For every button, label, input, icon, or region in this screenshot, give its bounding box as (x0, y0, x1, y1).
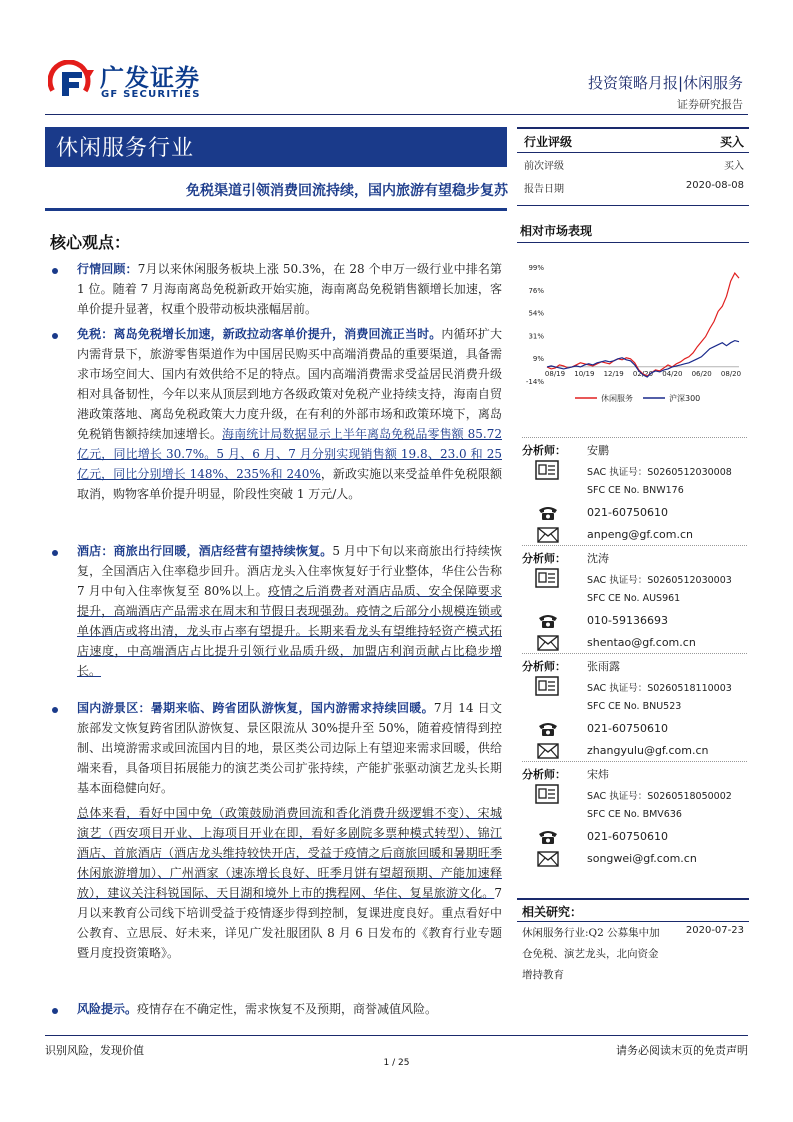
para-body: 7月 14 日文旅部发文恢复跨省团队游恢复、景区限流从 30%提升至 50%，随着疫情得到控制、出境游需求或回流国内目的地，景区类公司边际上有望迎来需求回暖，供给端来看，具备项目拓展能力的演艺类公司扩张持续，产能扩张驱动演艺龙头长期基本面稳健向好。 (77, 701, 502, 795)
page-title: 休闲服务行业 (56, 136, 195, 161)
footer-slogan: 识别风险，发现价值 (45, 1044, 144, 1057)
analyst-label: 分析师： (522, 444, 566, 457)
x-tick-label: 08/19 (544, 369, 566, 378)
bullet-icon (52, 550, 58, 556)
rating-value: 买入 (719, 135, 744, 149)
analyst-divider (522, 545, 747, 546)
para-heading: 行情回顾： (77, 262, 138, 276)
page-number: 1 / 25 (383, 1058, 410, 1068)
core-view-heading: 核心观点： (50, 233, 131, 252)
prev-rating-label: 前次评级 (524, 161, 564, 172)
para-body-tail: ，新政实施以来受益单件免税限额取消，购物客单价提升明显，阶段性突破 1 万元/人。 (77, 467, 502, 501)
y-tick-label: 99% (528, 264, 544, 272)
x-tick-label: 08/20 (720, 369, 742, 378)
related-item-line1[interactable]: 休闲服务行业:Q2 公募集中加 (522, 927, 660, 939)
x-tick-label: 02/20 (632, 369, 654, 378)
brand-name-en: GF SECURITIES (101, 89, 201, 100)
analyst-sfc: SFC CE No. BNU523 (587, 701, 682, 712)
analyst-label: 分析师： (522, 768, 566, 781)
email-icon (537, 527, 559, 543)
series-line (544, 273, 742, 378)
phone-icon (537, 721, 559, 737)
analyst-divider (522, 653, 747, 654)
analyst-label: 分析师： (522, 660, 566, 673)
analyst-sfc: SFC CE No. BMV636 (587, 809, 682, 820)
chart-series (544, 273, 742, 378)
legend-label: 休闲服务 (601, 394, 633, 403)
para-heading: 免税：离岛免税增长加速，新政拉动客单价提升，消费回流正当时。 (77, 327, 442, 341)
related-top-rule (517, 898, 749, 900)
analyst-name: 安鹏 (587, 444, 609, 457)
para-duty-free (77, 324, 502, 504)
phone-icon (537, 613, 559, 629)
analyst-phone: 010-59136693 (587, 614, 668, 627)
para-highlight: 海南统计局数据显示上半年离岛免税品零售额 85.72 亿元，同比增长 30.7%。5 月、6 月、7 月分别实现销售额 19.8、23.0 和 25 亿元，同比分别增长 148%、235%和 240% (77, 427, 502, 481)
related-title: 相关研究： (522, 905, 583, 919)
analyst-email[interactable]: songwei@gf.com.cn (587, 852, 697, 865)
analyst-email[interactable]: anpeng@gf.com.cn (587, 528, 693, 541)
para-market-review (77, 259, 502, 319)
y-tick-label: 54% (528, 309, 544, 318)
para-highlight: 疫情之后消费者对酒店品质、安全保障要求提升，高端酒店产品需求在周末和节假日表现强劲。疫情之后部分小规模连锁或单体酒店或将出清，龙头市占率有望提升。长期来看龙头有望维持轻资产模式拓店速度，中高端酒店占比提升引领行业品质升级，加盟店利润贡献占比稳步增长。 (77, 584, 502, 678)
email-icon (537, 851, 559, 867)
analyst-name: 张雨露 (587, 660, 620, 673)
analyst-email[interactable]: shentao@gf.com.cn (587, 636, 696, 649)
analyst-sac: SAC 执证号：S0260512030003 (587, 575, 732, 586)
para-heading: 风险提示。 (77, 1002, 138, 1016)
analyst-divider (522, 761, 747, 762)
para-domestic-travel (77, 698, 502, 798)
analyst-name: 宋炜 (587, 768, 609, 781)
report-date-value: 2020-08-08 (685, 180, 744, 191)
analyst-name: 沈涛 (587, 552, 609, 565)
y-tick-label: 76% (528, 287, 544, 296)
para-heading: 国内游景区：暑期来临、跨省团队游恢复，国内游需求持续回暖。 (77, 701, 434, 715)
rating-divider (517, 152, 749, 153)
email-icon (537, 635, 559, 651)
chart-legend (575, 393, 700, 403)
para-hotel (77, 541, 502, 681)
gf-logo-icon (48, 60, 96, 102)
bullet-icon (52, 1008, 58, 1014)
bullet-icon (52, 333, 58, 339)
page-subtitle: 免税渠道引领消费回流持续，国内旅游有望稳步复苏 (186, 183, 508, 199)
para-body: 7月以来休闲服务板块上涨 50.3%，在 28 个申万一级行业中排名第 1 位。随着 7 月海南离岛免税新政开始实施，海南离岛免税销售额增长加速，客单价提升显著，权重个股带动板块涨幅居前。 (77, 262, 502, 316)
id-card-icon (535, 568, 559, 588)
related-item-line2[interactable]: 仓免税、演艺龙头，北向资金 (522, 948, 659, 960)
phone-icon (537, 829, 559, 845)
relative-performance-chart (517, 255, 749, 410)
header-divider (45, 114, 748, 115)
id-card-icon (535, 676, 559, 696)
related-item-date: 2020-07-23 (685, 925, 744, 936)
rating-top-rule (517, 127, 749, 129)
chart-title: 相对市场表现 (520, 224, 593, 238)
analyst-divider (522, 437, 747, 438)
rating-bottom-rule (517, 205, 749, 206)
analyst-phone: 021-60750610 (587, 830, 668, 843)
id-card-icon (535, 460, 559, 480)
y-tick-label: -14% (525, 378, 544, 386)
x-tick-label: 04/20 (662, 369, 683, 378)
legend-label: 沪深300 (669, 394, 701, 403)
related-rule (517, 921, 749, 922)
x-tick-label: 06/20 (691, 369, 712, 378)
para-highlight: 总体来看，看好中国中免（政策鼓励消费回流和香化消费升级逻辑不变）、宋城演艺（西安项目开业、上海项目开业在即，看好多剧院多票种模式转型）、锦江酒店、首旅酒店（酒店龙头维持较快开店，受益于疫情之后商旅回暖和暑期旺季休闲旅游增加）、广州酒家（速冻增长良好、旺季月饼有望超预期、产能加速释放），建议关注科锐国际、天目湖和境外上市的携程网、华住、复星旅游文化。 (77, 806, 502, 900)
bullet-icon (52, 707, 58, 713)
footer-divider (45, 1035, 748, 1036)
y-tick-label: 31% (528, 332, 544, 341)
para-body: 内循环扩大内需背景下，旅游零售渠道作为中国居民购买中高端消费品的重要渠道，具备需求市场空间大、国内有效供给不足的特点。国内高端消费需求受益居民消费升级相对具备韧性，今年以来从顶层到地方各级政策对免税产业持续支持，海南自贸港政策落地、离岛免税政策大力度升级，在有利的外部市场和政策环境下，离岛免税销售额持续加速增长。 (77, 327, 502, 441)
subtitle-divider (45, 208, 507, 211)
bullet-icon (52, 268, 58, 274)
id-card-icon (535, 784, 559, 804)
analyst-sac: SAC 执证号：S0260518050002 (587, 791, 732, 802)
rating-label: 行业评级 (524, 135, 573, 149)
brand-name: 广发证券 (100, 64, 200, 92)
analyst-phone: 021-60750610 (587, 506, 668, 519)
para-summary (77, 803, 502, 963)
x-tick-label: 10/19 (574, 369, 595, 378)
analyst-sfc: SFC CE No. BNW176 (587, 485, 684, 496)
para-heading: 酒店：商旅出行回暖，酒店经营有望持续恢复。 (77, 544, 333, 558)
email-icon (537, 743, 559, 759)
analyst-label: 分析师： (522, 552, 566, 565)
prev-rating-value: 买入 (724, 161, 744, 172)
analyst-email[interactable]: zhangyulu@gf.com.cn (587, 744, 709, 757)
report-date-label: 报告日期 (524, 184, 564, 195)
report-type: 投资策略月报|休闲服务 (587, 74, 743, 92)
para-body: 5 月中下旬以来商旅出行持续恢复，全国酒店入住率稳步回升。酒店龙头入住率恢复好于行业整体，华住公告称 7 月中旬入住率恢复至 80%以上。 (77, 544, 502, 598)
analyst-sac: SAC 执证号：S0260518110003 (587, 683, 732, 694)
related-item-line3[interactable]: 增持教育 (522, 969, 564, 981)
report-category: 证券研究报告 (677, 98, 743, 111)
footer-disclaimer: 请务必阅读末页的免责声明 (616, 1044, 748, 1057)
phone-icon (537, 505, 559, 521)
analyst-phone: 021-60750610 (587, 722, 668, 735)
y-tick-label: 9% (532, 354, 544, 363)
x-tick-label: 12/19 (603, 369, 624, 378)
para-body: 疫情存在不确定性，需求恢复不及预期，商誉减值风险。 (137, 1002, 438, 1016)
chart-title-rule (517, 242, 749, 243)
para-risk (77, 999, 502, 1019)
analyst-sfc: SFC CE No. AUS961 (587, 593, 681, 604)
analyst-sac: SAC 执证号：S0260512030008 (587, 467, 732, 478)
para-body: 7 月以来教育公司线下培训受益于疫情逐步得到控制，复课进度良好。重点看好中公教育、立思辰、好未来，详见广发社服团队 8 月 6 日发布的《教育行业专题暨月度投资策略》。 (77, 886, 502, 960)
